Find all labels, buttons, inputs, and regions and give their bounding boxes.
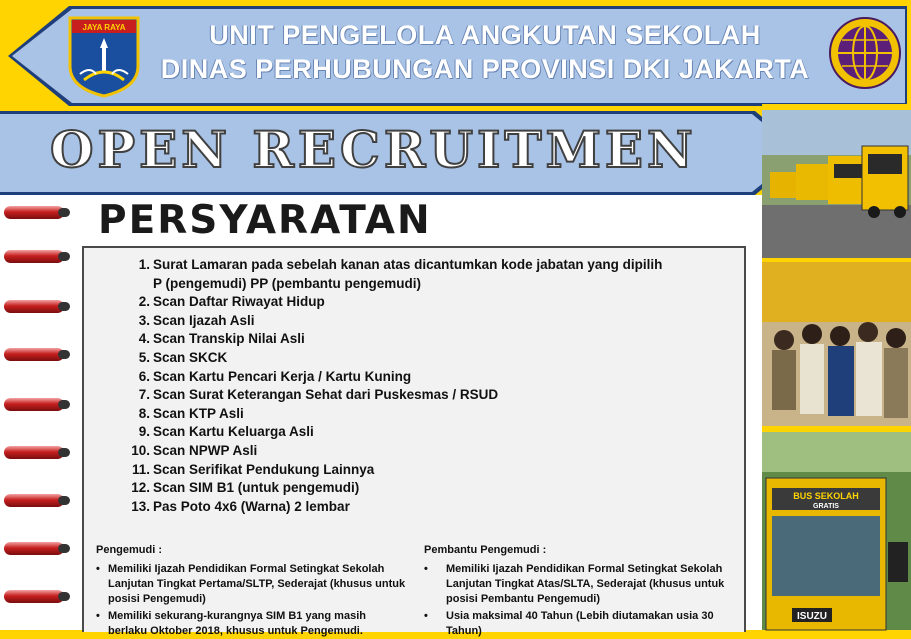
pembantu-item-line: posisi Pembantu Pengemudi)	[446, 593, 601, 605]
dishub-globe-emblem-icon	[828, 16, 902, 90]
crest-text: JAYA RAYA	[82, 23, 126, 32]
requirement-text: Scan KTP Asli	[153, 405, 244, 421]
pengemudi-item-line: Memiliki sekurang-kurangnya SIM B1 yang masih	[108, 610, 366, 622]
header-title-line2: DINAS PERHUBUNGAN PROVINSI DKI JAKARTA	[160, 54, 810, 84]
requirement-number: 11.	[131, 461, 150, 477]
pembantu-item	[424, 609, 734, 639]
requirement-number: 6.	[138, 368, 150, 384]
pembantu-item-line: Memiliki Ijazah Pendidikan Formal Setingkat Sekolah	[446, 563, 723, 575]
bullet-icon: •	[424, 563, 428, 575]
recruitment-title: OPEN RECRUITMEN	[50, 120, 697, 179]
spiral-ring	[4, 206, 64, 219]
spiral-ring	[4, 300, 64, 313]
pengemudi-item-line: posisi Pengemudi)	[108, 593, 206, 605]
requirement-number: 10.	[131, 443, 150, 458]
requirement-number: 12.	[131, 480, 150, 496]
requirement-text: Pas Poto 4x6 (Warna) 2 lembar	[153, 498, 350, 514]
spiral-ring	[4, 250, 64, 263]
bus-sign-text: BUS SEKOLAH	[793, 491, 859, 501]
pembantu-item-line: Tahun)	[446, 625, 482, 637]
requirement-number: 7.	[138, 387, 150, 403]
requirement-number: 8.	[138, 405, 150, 421]
requirements-panel	[82, 246, 746, 637]
requirement-text: Scan Surat Keterangan Sehat dari Puskesmas / RSUD	[153, 387, 499, 403]
spiral-ring	[4, 590, 64, 603]
bullet-icon: •	[424, 610, 428, 622]
bus-brand-text: ISUZU	[797, 611, 827, 622]
requirement-number: 4.	[138, 331, 150, 347]
pembantu-title: Pembantu Pengemudi :	[424, 544, 547, 556]
pengemudi-title: Pengemudi :	[96, 544, 163, 556]
pengemudi-item	[96, 562, 406, 607]
bullet-icon: •	[96, 563, 100, 575]
school-bus-fleet-photo	[762, 110, 911, 258]
requirement-number: 9.	[138, 424, 150, 440]
requirement-text: Scan SKCK	[153, 350, 228, 365]
notebook-spiral	[0, 200, 72, 630]
bus-sign-subtext: GRATIS	[813, 503, 839, 510]
pengemudi-item-line: Lanjutan Tingkat Pertama/SLTP, Sederajat (khusus untuk	[108, 578, 406, 590]
requirement-text: Surat Lamaran pada sebelah kanan atas dicantumkan kode jabatan yang dipilih	[153, 257, 663, 272]
students-crowd-photo	[762, 262, 911, 426]
pengemudi-item	[96, 609, 406, 639]
header-title-line1: UNIT PENGELOLA ANGKUTAN SEKOLAH	[209, 20, 761, 50]
requirement-number: 5.	[138, 350, 150, 365]
requirement-text: Scan SIM B1 (untuk pengemudi)	[153, 480, 360, 496]
requirement-number: 1.	[138, 257, 150, 272]
spiral-ring	[4, 446, 64, 459]
bullet-icon: •	[96, 610, 100, 622]
pembantu-item	[424, 562, 734, 607]
school-bus-front-photo	[762, 432, 911, 630]
section-title: PERSYARATAN	[98, 198, 432, 243]
requirement-text: Scan Kartu Keluarga Asli	[153, 424, 314, 440]
requirement-text: Scan Daftar Riwayat Hidup	[153, 294, 325, 310]
requirement-number: 13.	[131, 498, 150, 514]
requirement-text: Scan Serifikat Pendukung Lainnya	[153, 461, 375, 477]
jakarta-crest-icon	[66, 14, 142, 98]
pengemudi-item-line: Memiliki Ijazah Pendidikan Formal Setingkat Sekolah	[108, 563, 385, 575]
requirement-text: Scan Kartu Pencari Kerja / Kartu Kuning	[153, 368, 412, 384]
pembantu-item-line: Usia maksimal 40 Tahun (Lebih diutamakan usia 30	[446, 610, 714, 622]
requirement-text: Scan NPWP Asli	[153, 443, 258, 458]
requirement-number: 3.	[138, 312, 150, 328]
requirement-text: Scan Transkip Nilai Asli	[153, 331, 305, 347]
pengemudi-item-line: berlaku Oktober 2018, khusus untuk Pengemudi.	[108, 625, 363, 637]
requirement-text: P (pengemudi) PP (pembantu pengemudi)	[153, 275, 422, 291]
requirement-number: 2.	[138, 294, 150, 310]
requirement-text: Scan Ijazah Asli	[153, 312, 255, 328]
spiral-ring	[4, 542, 64, 555]
spiral-ring	[4, 398, 64, 411]
pembantu-item-line: Lanjutan Tingkat Atas/SLTA, Sederajat (khusus untuk	[446, 578, 725, 590]
spiral-ring	[4, 348, 64, 361]
spiral-ring	[4, 494, 64, 507]
